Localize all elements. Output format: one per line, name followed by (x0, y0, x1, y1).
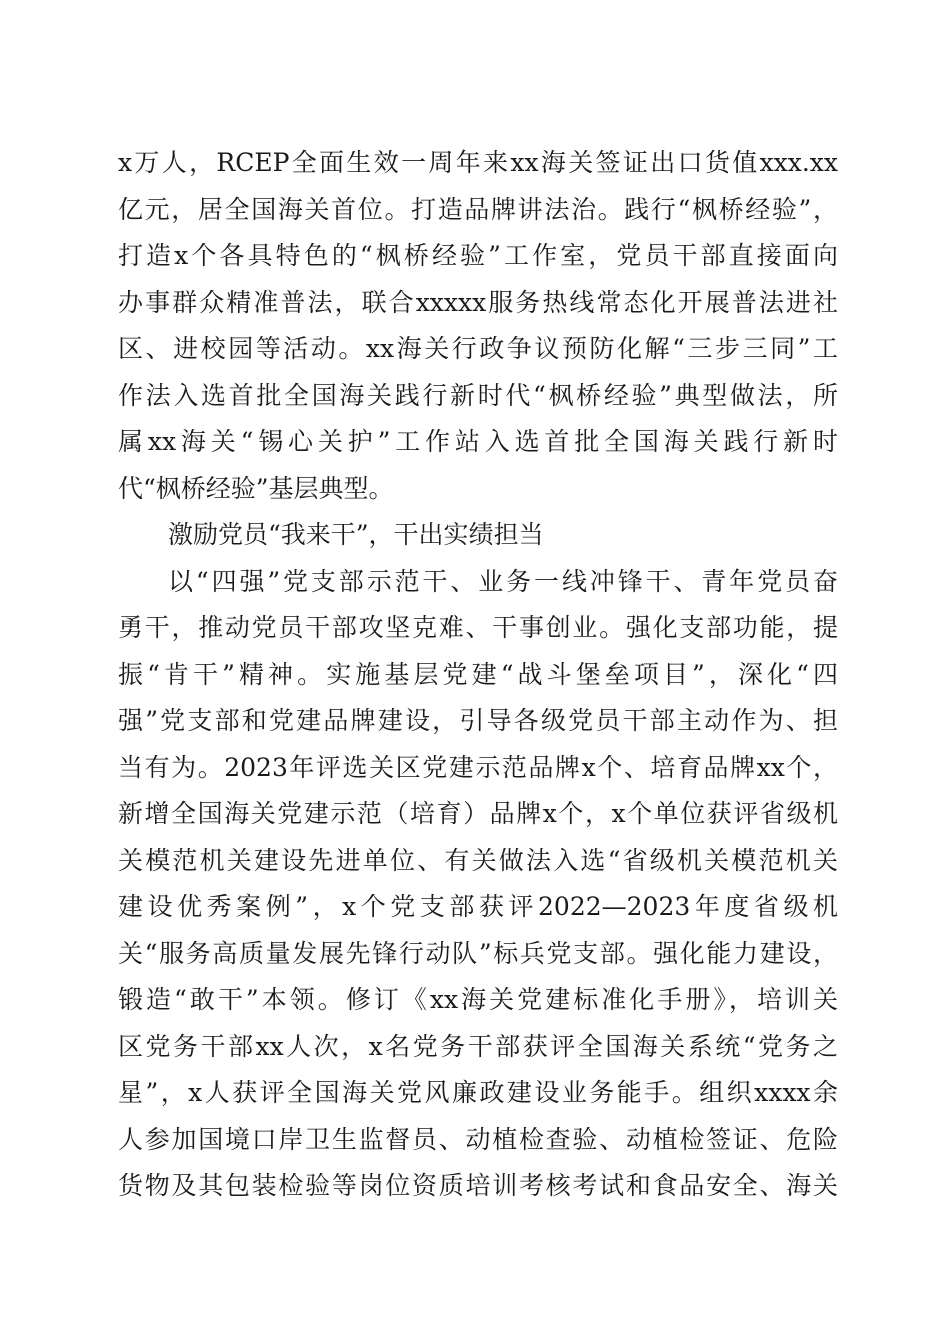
section-heading: 激励党员“我来干”，干出实绩担当 (168, 520, 544, 549)
text-line: 办事群众精准普法，联合xxxxx服务热线常态化开展普法进社 (118, 287, 838, 317)
text-line: 属xx海关“锡心关护”工作站入选首批全国海关践行新时 (118, 427, 838, 456)
text-line: 关模范机关建设先进单位、有关做法入选“省级机关模范机关 (118, 845, 838, 875)
paragraph-body (118, 559, 838, 1210)
text-line: 振“肯干”精神。实施基层党建“战斗堡垒项目”，深化“四 (118, 659, 838, 689)
text-line: 打造x个各具特色的“枫桥经验”工作室，党员干部直接面向 (118, 241, 838, 270)
text-line: 星”，x人获评全国海关党风廉政建设业务能手。组织xxxx余 (118, 1078, 838, 1107)
text-line: 当有为。2023年评选关区党建示范品牌x个、培育品牌xx个， (118, 752, 838, 782)
paragraph-continuation (118, 140, 838, 512)
text-line: 勇干，推动党员干部攻坚克难、干事创业。强化支部功能，提 (118, 613, 838, 642)
text-line: x万人，RCEP全面生效一周年来xx海关签证出口货值xxx.xx (118, 148, 838, 177)
text-line: 以“四强”党支部示范干、业务一线冲锋干、青年党员奋 (168, 566, 838, 596)
text-line: 人参加国境口岸卫生监督员、动植检查验、动植检签证、危险 (118, 1124, 838, 1154)
text-line: 区、进校园等活动。xx海关行政争议预防化解“三步三同”工 (118, 334, 838, 363)
text-line: 亿元，居全国海关首位。打造品牌讲法治。践行“枫桥经验”， (118, 194, 838, 224)
text-line: 新增全国海关党建示范（培育）品牌x个，x个单位获评省级机 (118, 799, 838, 828)
text-line: 关“服务高质量发展先锋行动队”标兵党支部。强化能力建设， (118, 938, 838, 968)
text-line: 锻造“敢干”本领。修订《xx海关党建标准化手册》，培训关 (118, 985, 838, 1014)
text-line: 强”党支部和党建品牌建设，引导各级党员干部主动作为、担 (118, 706, 838, 735)
text-line: 建设优秀案例”，x个党支部获评2022—2023年度省级机 (118, 892, 838, 921)
text-line: 代“枫桥经验”基层典型。 (118, 473, 394, 503)
text-line: 作法入选首批全国海关践行新时代“枫桥经验”典型做法，所 (118, 380, 838, 410)
document-body (118, 140, 838, 1210)
text-line: 货物及其包装检验等岗位资质培训考核考试和食品安全、海关 (118, 1171, 838, 1200)
text-line: 区党务干部xx人次，x名党务干部获评全国海关系统“党务之 (118, 1031, 838, 1061)
